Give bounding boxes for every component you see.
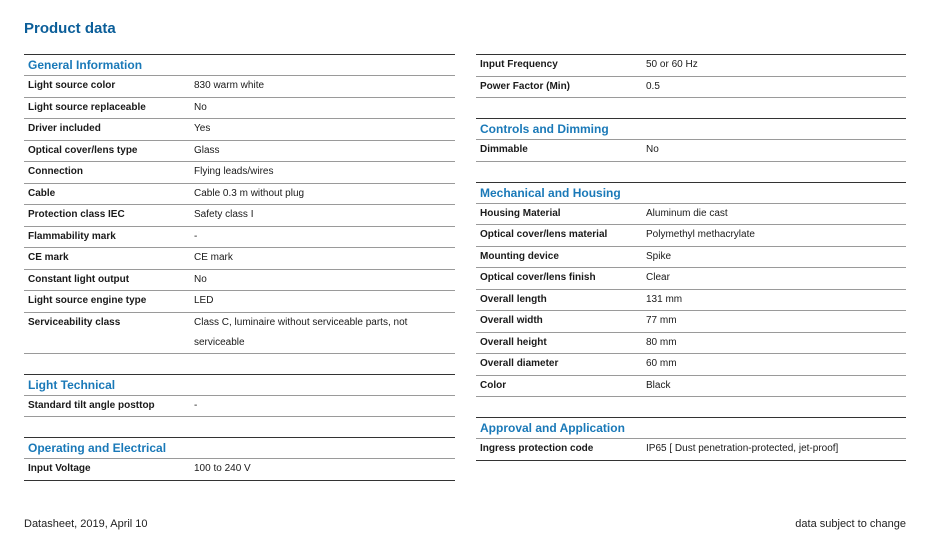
row-label: Input Frequency — [480, 59, 558, 70]
row-value: Black — [646, 379, 671, 391]
left-column — [24, 54, 455, 481]
section-operating-electrical — [24, 437, 455, 481]
table-row — [476, 268, 906, 290]
section-general-information — [24, 54, 455, 374]
row-value: Aluminum die cast — [646, 207, 728, 219]
row-label: Connection — [28, 166, 83, 177]
row-value: No — [194, 101, 207, 113]
row-label: Ingress protection code — [480, 443, 594, 454]
section-controls-dimming — [476, 118, 906, 182]
table-row — [24, 162, 455, 184]
table-row — [476, 290, 906, 312]
row-value: Spike — [646, 250, 672, 262]
row-label: Overall diameter — [480, 358, 559, 369]
footer-disclaimer: data subject to change — [795, 518, 906, 530]
row-label: Driver included — [28, 123, 101, 134]
table-row — [476, 225, 906, 247]
row-label: Constant light output — [28, 273, 130, 285]
section-title: Mechanical and Housing — [476, 183, 906, 204]
table-row — [476, 204, 906, 226]
section-title: General Information — [24, 55, 455, 76]
table-row — [24, 459, 455, 481]
row-value: No — [194, 273, 207, 285]
table-row — [24, 313, 455, 354]
row-value: 100 to 240 V — [194, 463, 251, 474]
table-row — [24, 396, 455, 418]
table-row — [24, 76, 455, 98]
footer-date: Datasheet, 2019, April 10 — [24, 518, 148, 530]
row-value: Clear — [646, 272, 670, 283]
row-label: Input Voltage — [28, 463, 91, 474]
section-title: Operating and Electrical — [24, 438, 455, 459]
section-spacer — [476, 98, 906, 118]
row-label: Mounting device — [480, 250, 559, 262]
table-row — [24, 205, 455, 227]
row-label: Protection class IEC — [28, 209, 125, 220]
table-row — [24, 184, 455, 206]
section-light-technical — [24, 374, 455, 438]
table-row — [476, 376, 906, 398]
table-row — [24, 270, 455, 292]
row-value: - — [194, 230, 198, 242]
section-electrical-continued — [476, 54, 906, 118]
row-label: Optical cover/lens material — [480, 229, 608, 240]
row-label: Standard tilt angle posttop — [28, 399, 155, 411]
table-row — [24, 98, 455, 120]
row-label: Overall height — [480, 336, 547, 348]
section-mechanical-housing — [476, 182, 906, 418]
table-row — [476, 333, 906, 355]
row-label: Dimmable — [480, 144, 528, 155]
right-column — [476, 54, 906, 461]
row-value: CE mark — [194, 252, 233, 263]
row-label: Light source color — [28, 80, 116, 91]
section-approval-application — [476, 417, 906, 461]
row-value: Cable 0.3 m without plug — [194, 187, 305, 199]
table-row — [476, 311, 906, 333]
row-label: Optical cover/lens type — [28, 144, 138, 156]
row-value: 0.5 — [646, 80, 660, 92]
row-value: 80 mm — [646, 336, 677, 348]
row-value: No — [646, 144, 659, 155]
row-label: Power Factor (Min) — [480, 80, 571, 92]
table-row — [24, 248, 455, 270]
row-label: Optical cover/lens finish — [480, 272, 596, 283]
row-label: Light source replaceable — [28, 101, 146, 113]
row-value: 830 warm white — [194, 80, 265, 91]
row-value: Flying leads/wires — [194, 166, 274, 177]
row-label: CE mark — [28, 252, 69, 263]
row-value: 50 or 60 Hz — [646, 59, 698, 70]
row-value: 131 mm — [646, 293, 683, 305]
row-label: Overall length — [480, 293, 547, 305]
row-label: Flammability mark — [28, 230, 116, 242]
table-row — [476, 354, 906, 376]
row-value: Yes — [194, 123, 211, 134]
row-value: 60 mm — [646, 358, 677, 369]
row-value: LED — [194, 295, 214, 306]
row-value: IP65 [ Dust penetration-protected, jet-proof] — [646, 443, 839, 454]
section-title: Approval and Application — [476, 418, 906, 439]
page-title: Product data — [24, 20, 116, 37]
row-value: 77 mm — [646, 315, 677, 326]
section-spacer — [24, 354, 455, 374]
table-row — [476, 55, 906, 77]
row-label: Overall width — [480, 315, 543, 326]
row-value: Class C, luminaire without serviceable parts, not serviceable — [194, 316, 408, 348]
section-spacer — [476, 162, 906, 182]
row-value: Polymethyl methacrylate — [646, 229, 755, 240]
section-spacer — [476, 397, 906, 417]
row-label: Housing Material — [480, 207, 561, 219]
table-row — [24, 119, 455, 141]
table-row — [476, 439, 906, 461]
row-label: Cable — [28, 187, 56, 199]
table-row — [476, 247, 906, 269]
row-value: Safety class I — [194, 209, 254, 220]
table-row — [24, 291, 455, 313]
row-value: - — [194, 399, 198, 411]
row-label: Light source engine type — [28, 295, 147, 306]
row-label: Color — [480, 379, 507, 391]
table-row — [24, 227, 455, 249]
section-title: Controls and Dimming — [476, 119, 906, 140]
row-label: Serviceability class — [28, 316, 121, 328]
section-spacer — [24, 417, 455, 437]
table-row — [476, 140, 906, 162]
row-value: Glass — [194, 144, 220, 156]
table-row — [24, 141, 455, 163]
section-title: Light Technical — [24, 375, 455, 396]
table-row — [476, 77, 906, 99]
